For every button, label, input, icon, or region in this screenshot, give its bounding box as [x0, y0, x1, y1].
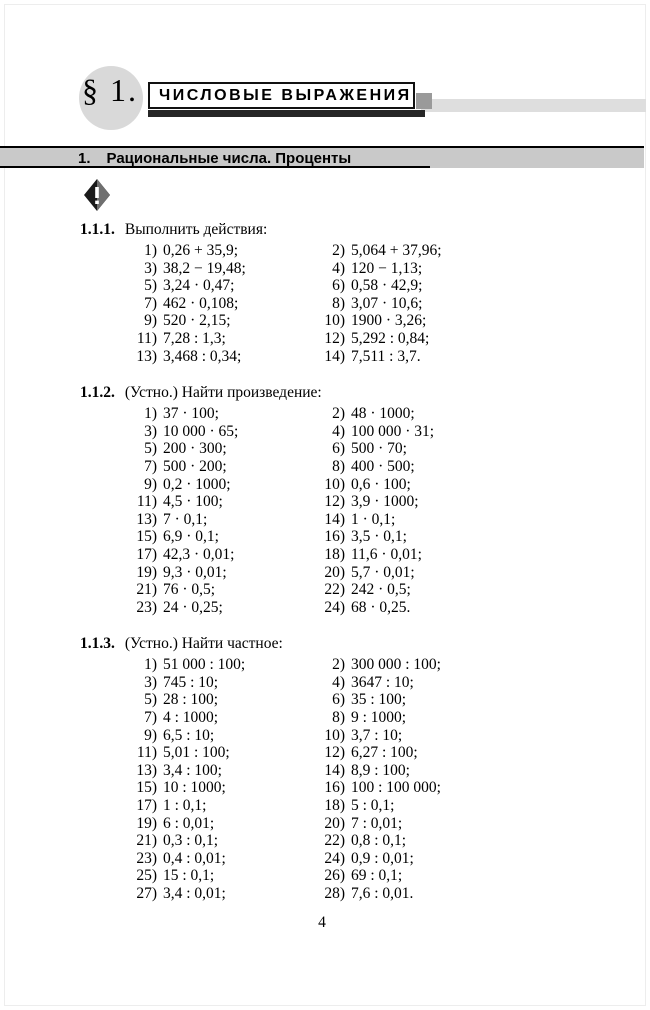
- item-number: 22): [324, 832, 345, 850]
- item-number: 9): [144, 726, 157, 744]
- item-expression: 1900 · 3,26;: [351, 312, 427, 330]
- item-number: 10): [324, 475, 345, 493]
- item-number: 11): [136, 329, 157, 347]
- item-number: 15): [136, 779, 157, 797]
- item-expression: 4,5 · 100;: [163, 493, 223, 511]
- item-expression: 5,7 · 0,01;: [351, 563, 415, 581]
- item-number: 18): [324, 797, 345, 815]
- item-number: 14): [324, 761, 345, 779]
- item-expression: 500 · 200;: [163, 457, 227, 475]
- item-number: 14): [324, 347, 345, 365]
- item-number: 6): [332, 277, 345, 295]
- exercise-heading: [0, 635, 650, 653]
- item-expression: 3,468 : 0,34;: [163, 347, 242, 365]
- exercise-heading: [0, 221, 650, 239]
- item-expression: 38,2 − 19,48;: [163, 259, 246, 277]
- item-number: 18): [324, 545, 345, 563]
- item-number: 9): [144, 312, 157, 330]
- item-expression: 5,01 : 100;: [163, 744, 230, 762]
- item-number: 19): [136, 814, 157, 832]
- item-expression: 28 : 100;: [163, 691, 219, 709]
- item-expression: 15 : 0,1;: [163, 867, 215, 885]
- item-number: 28): [324, 885, 345, 902]
- item-expression: 0,4 : 0,01;: [163, 849, 226, 867]
- item-number: 1): [144, 405, 157, 423]
- item-expression: 5 : 0,1;: [351, 797, 395, 815]
- exercise-title: Выполнить действия:: [124, 221, 268, 238]
- item-expression: 3,9 · 1000;: [351, 493, 419, 511]
- item-expression: 3,07 · 10,6;: [351, 294, 423, 312]
- item-expression: 1 · 0,1;: [351, 510, 396, 528]
- item-expression: 3,7 : 10;: [351, 726, 403, 744]
- item-number: 21): [136, 581, 157, 599]
- item-number: 10): [324, 312, 345, 330]
- item-expression: 3647 : 10;: [351, 673, 414, 691]
- exercise-1-1-2: [0, 384, 650, 616]
- item-number: 23): [136, 598, 157, 616]
- item-number: 7): [144, 294, 157, 312]
- exercise-1-1-1: [0, 221, 650, 365]
- item-number: 23): [136, 849, 157, 867]
- item-number: 26): [324, 867, 345, 885]
- item-number: 6): [332, 440, 345, 458]
- item-expression: 6 : 0,01;: [163, 814, 215, 832]
- item-expression: 6,9 · 0,1;: [163, 528, 219, 546]
- item-number: 13): [136, 510, 157, 528]
- page-number: 4: [318, 914, 326, 931]
- item-number: 12): [324, 329, 345, 347]
- exercise-number: 1.1.1.: [80, 221, 115, 238]
- item-number: 24): [324, 849, 345, 867]
- item-expression: 120 − 1,13;: [351, 259, 423, 277]
- item-number: 7): [144, 457, 157, 475]
- item-number: 6): [332, 691, 345, 709]
- item-expression: 35 : 100;: [351, 691, 407, 709]
- item-expression: 745 : 10;: [163, 673, 219, 691]
- item-expression: 0,3 : 0,1;: [163, 832, 219, 850]
- item-expression: 100 000 · 31;: [351, 422, 435, 440]
- item-number: 9): [144, 475, 157, 493]
- item-expression: 48 · 1000;: [351, 405, 415, 423]
- item-number: 21): [136, 832, 157, 850]
- item-expression: 7,511 : 3,7.: [351, 347, 421, 365]
- item-number: 5): [144, 440, 157, 458]
- item-number: 4): [332, 673, 345, 691]
- exercise-items: [80, 242, 650, 365]
- item-expression: 7,6 : 0,01.: [351, 885, 414, 902]
- item-number: 8): [332, 709, 345, 727]
- item-number: 14): [324, 510, 345, 528]
- item-number: 11): [136, 493, 157, 511]
- exercise-number: 1.1.3.: [80, 635, 115, 653]
- item-number: 4): [332, 259, 345, 277]
- item-expression: 9,3 · 0,01;: [163, 563, 227, 581]
- item-expression: 462 · 0,108;: [163, 294, 239, 312]
- exercise-items: [80, 656, 650, 902]
- item-expression: 5,064 + 37,96;: [351, 242, 442, 259]
- item-expression: 200 · 300;: [163, 440, 227, 458]
- chapter-header: [0, 0, 650, 146]
- exercise-number: 1.1.2.: [80, 384, 115, 402]
- item-expression: 5,292 : 0,84;: [351, 329, 430, 347]
- item-expression: 7 : 0,01;: [351, 814, 403, 832]
- item-expression: 69 : 0,1;: [351, 867, 403, 885]
- item-number: 25): [136, 867, 157, 885]
- item-expression: 51 000 : 100;: [163, 656, 246, 674]
- item-number: 3): [144, 259, 157, 277]
- item-number: 17): [136, 545, 157, 563]
- item-number: 24): [324, 598, 345, 616]
- exercise-items: [80, 405, 650, 616]
- item-expression: 10 000 · 65;: [163, 422, 239, 440]
- item-number: 22): [324, 581, 345, 599]
- item-expression: 3,5 · 0,1;: [351, 528, 407, 546]
- exercise-list: [0, 221, 650, 903]
- subsection-header: [0, 146, 644, 168]
- item-number: 20): [324, 814, 345, 832]
- header-light-bar: [421, 99, 646, 112]
- chapter-title: ЧИСЛОВЫЕ ВЫРАЖЕНИЯ: [159, 86, 412, 104]
- item-expression: 42,3 · 0,01;: [163, 545, 235, 563]
- item-number: 3): [144, 673, 157, 691]
- item-expression: 0,26 + 35,9;: [163, 242, 239, 259]
- item-number: 5): [144, 691, 157, 709]
- item-number: 15): [136, 528, 157, 546]
- item-number: 16): [324, 779, 345, 797]
- item-expression: 400 · 500;: [351, 457, 415, 475]
- item-expression: 7,28 : 1,3;: [163, 329, 226, 347]
- item-number: 2): [332, 242, 345, 259]
- item-number: 5): [144, 277, 157, 295]
- item-expression: 6,5 : 10;: [163, 726, 215, 744]
- subsection-title: Рациональные числа. Проценты: [106, 149, 352, 167]
- title-underline-bar: [148, 110, 425, 117]
- item-expression: 6,27 : 100;: [351, 744, 418, 762]
- paragraph-number: § 1.: [82, 72, 138, 108]
- item-number: 17): [136, 797, 157, 815]
- item-expression: 300 000 : 100;: [351, 656, 441, 674]
- exclamation-diamond-icon: [84, 179, 110, 211]
- subsection-number: 1.: [78, 149, 91, 167]
- item-expression: 3,4 : 0,01;: [163, 885, 226, 902]
- item-number: 4): [332, 422, 345, 440]
- chapter-title-box: [148, 82, 415, 109]
- item-number: 27): [136, 885, 157, 902]
- item-expression: 3,24 · 0,47;: [163, 277, 235, 295]
- item-number: 8): [332, 457, 345, 475]
- item-expression: 3,4 : 100;: [163, 761, 222, 779]
- item-number: 12): [324, 493, 345, 511]
- item-expression: 0,9 : 0,01;: [351, 849, 414, 867]
- item-expression: 100 : 100 000;: [351, 779, 441, 797]
- item-expression: 10 : 1000;: [163, 779, 226, 797]
- item-expression: 242 · 0,5;: [351, 581, 411, 599]
- item-expression: 8,9 : 100;: [351, 761, 410, 779]
- item-expression: 0,2 · 1000;: [163, 475, 231, 493]
- item-number: 1): [144, 242, 157, 259]
- exercise-heading: [0, 384, 650, 402]
- item-number: 3): [144, 422, 157, 440]
- item-number: 16): [324, 528, 345, 546]
- item-number: 1): [144, 656, 157, 674]
- item-expression: 520 · 2,15;: [163, 312, 231, 330]
- item-number: 13): [136, 347, 157, 365]
- item-expression: 4 : 1000;: [163, 709, 219, 727]
- item-expression: 0,58 · 42,9;: [351, 277, 423, 295]
- header-gray-square: [416, 93, 432, 109]
- exercise-title: (Устно.) Найти произведение:: [124, 384, 322, 402]
- item-number: 2): [332, 405, 345, 423]
- item-number: 2): [332, 656, 345, 674]
- item-number: 8): [332, 294, 345, 312]
- item-expression: 0,8 : 0,1;: [351, 832, 407, 850]
- exercise-1-1-3: [0, 635, 650, 902]
- item-expression: 500 · 70;: [351, 440, 407, 458]
- item-number: 20): [324, 563, 345, 581]
- item-expression: 76 · 0,5;: [163, 581, 216, 599]
- item-expression: 7 · 0,1;: [163, 510, 208, 528]
- item-expression: 1 : 0,1;: [163, 797, 207, 815]
- item-number: 19): [136, 563, 157, 581]
- item-expression: 0,6 · 100;: [351, 475, 411, 493]
- marker-row: [84, 179, 650, 211]
- item-expression: 11,6 · 0,01;: [351, 545, 422, 563]
- item-expression: 24 · 0,25;: [163, 598, 223, 616]
- subsection-underline: [0, 166, 430, 168]
- item-number: 12): [324, 744, 345, 762]
- item-expression: 37 · 100;: [163, 405, 219, 423]
- item-expression: 68 · 0,25.: [351, 598, 411, 616]
- item-expression: 9 : 1000;: [351, 709, 407, 727]
- item-number: 7): [144, 709, 157, 727]
- item-number: 13): [136, 761, 157, 779]
- item-number: 11): [136, 744, 157, 762]
- item-number: 10): [324, 726, 345, 744]
- exercise-title: (Устно.) Найти частное:: [124, 635, 283, 653]
